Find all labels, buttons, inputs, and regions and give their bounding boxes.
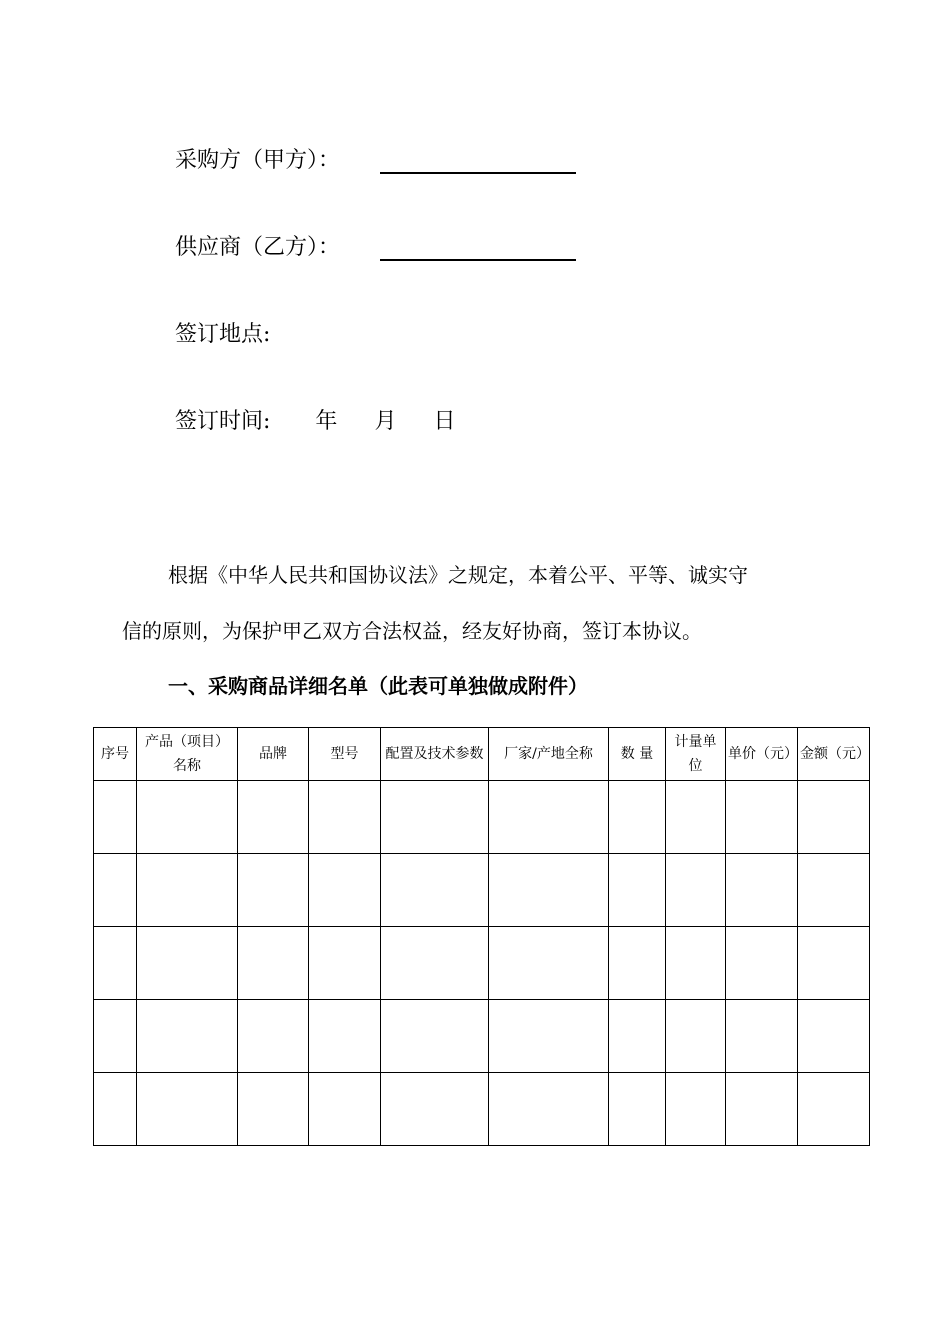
intro-paragraph-line-1: 根据《中华人民共和国协议法》之规定，本着公平、平等、诚实守 (168, 563, 748, 587)
table-cell[interactable] (798, 927, 870, 1000)
header-unit-price: 单价（元） (728, 746, 798, 762)
buyer-field (175, 146, 340, 176)
table-cell[interactable] (137, 1000, 238, 1073)
buyer-label: 采购方（甲方）： (175, 148, 341, 173)
table-cell[interactable] (381, 781, 489, 854)
table-cell[interactable] (137, 1073, 238, 1146)
table-cell[interactable] (609, 781, 666, 854)
signing-time-field (175, 407, 455, 437)
table-cell[interactable] (137, 854, 238, 927)
table-cell[interactable] (309, 1073, 381, 1146)
header-config: 配置及技术参数 (385, 746, 484, 762)
table-cell[interactable] (726, 1000, 798, 1073)
header-cell-amount (798, 728, 870, 781)
table-cell[interactable] (309, 781, 381, 854)
table-cell[interactable] (94, 927, 137, 1000)
table-cell[interactable] (726, 927, 798, 1000)
header-brand: 品牌 (259, 746, 287, 762)
table-cell[interactable] (666, 927, 726, 1000)
table-cell[interactable] (309, 927, 381, 1000)
table-cell[interactable] (726, 781, 798, 854)
year-label: 年 (315, 409, 338, 434)
table-cell[interactable] (726, 1073, 798, 1146)
table-cell[interactable] (726, 854, 798, 927)
table-cell[interactable] (609, 1000, 666, 1073)
table-cell[interactable] (381, 927, 489, 1000)
table-cell[interactable] (94, 854, 137, 927)
supplier-field (175, 233, 340, 263)
table-cell[interactable] (238, 781, 309, 854)
table-header-row (94, 728, 870, 781)
table-row (94, 1000, 870, 1073)
supplier-blank[interactable] (380, 259, 576, 261)
table-cell[interactable] (238, 1000, 309, 1073)
table-cell[interactable] (309, 1000, 381, 1073)
header-cell-config (381, 728, 489, 781)
table-cell[interactable] (609, 1073, 666, 1146)
header-cell-product-name (137, 728, 238, 781)
header-cell-quantity (609, 728, 666, 781)
header-model: 型号 (330, 746, 359, 762)
table-cell[interactable] (137, 781, 238, 854)
section-heading: 一、采购商品详细名单（此表可单独做成附件） (168, 674, 588, 698)
table-cell[interactable] (489, 1073, 609, 1146)
table-cell[interactable] (238, 1073, 309, 1146)
table-cell[interactable] (309, 854, 381, 927)
header-cell-unit-price (726, 728, 798, 781)
header-product-name: 产品（项目）名称 (145, 734, 229, 774)
header-cell-index (94, 728, 137, 781)
table-cell[interactable] (798, 1073, 870, 1146)
table-cell[interactable] (489, 854, 609, 927)
table-cell[interactable] (238, 927, 309, 1000)
buyer-blank[interactable] (380, 172, 576, 174)
table-cell[interactable] (489, 781, 609, 854)
table-cell[interactable] (489, 1000, 609, 1073)
goods-table (93, 727, 870, 1146)
table-cell[interactable] (489, 927, 609, 1000)
header-cell-unit (666, 728, 726, 781)
signing-place-field (175, 320, 270, 350)
header-cell-brand (238, 728, 309, 781)
table-cell[interactable] (238, 854, 309, 927)
table-cell[interactable] (666, 1000, 726, 1073)
header-cell-manufacturer (489, 728, 609, 781)
table-cell[interactable] (94, 781, 137, 854)
table-cell[interactable] (798, 781, 870, 854)
table-row (94, 854, 870, 927)
table-row (94, 927, 870, 1000)
signing-time-label: 签订时间: (175, 409, 271, 434)
table-cell[interactable] (137, 927, 238, 1000)
signing-place-label: 签订地点: (175, 322, 271, 347)
header-amount: 金额（元） (800, 746, 870, 762)
table-row (94, 781, 870, 854)
table-cell[interactable] (666, 1073, 726, 1146)
table-cell[interactable] (798, 1000, 870, 1073)
table-row (94, 1073, 870, 1146)
day-label: 日 (433, 409, 456, 434)
table-cell[interactable] (609, 927, 666, 1000)
table-cell[interactable] (381, 854, 489, 927)
table-cell[interactable] (609, 854, 666, 927)
month-label: 月 (374, 409, 397, 434)
header-unit: 计量单位 (674, 734, 717, 774)
header-manufacturer: 厂家/产地全称 (504, 746, 593, 762)
intro-paragraph-line-2: 信的原则，为保护甲乙双方合法权益，经友好协商，签订本协议。 (122, 619, 702, 643)
table-cell[interactable] (94, 1000, 137, 1073)
table-cell[interactable] (666, 854, 726, 927)
table-cell[interactable] (381, 1073, 489, 1146)
header-index: 序号 (101, 746, 129, 762)
table-cell[interactable] (94, 1073, 137, 1146)
table-cell[interactable] (666, 781, 726, 854)
header-quantity: 数 量 (620, 746, 654, 762)
table-cell[interactable] (381, 1000, 489, 1073)
table-cell[interactable] (798, 854, 870, 927)
header-cell-model (309, 728, 381, 781)
supplier-label: 供应商（乙方）： (175, 235, 341, 260)
